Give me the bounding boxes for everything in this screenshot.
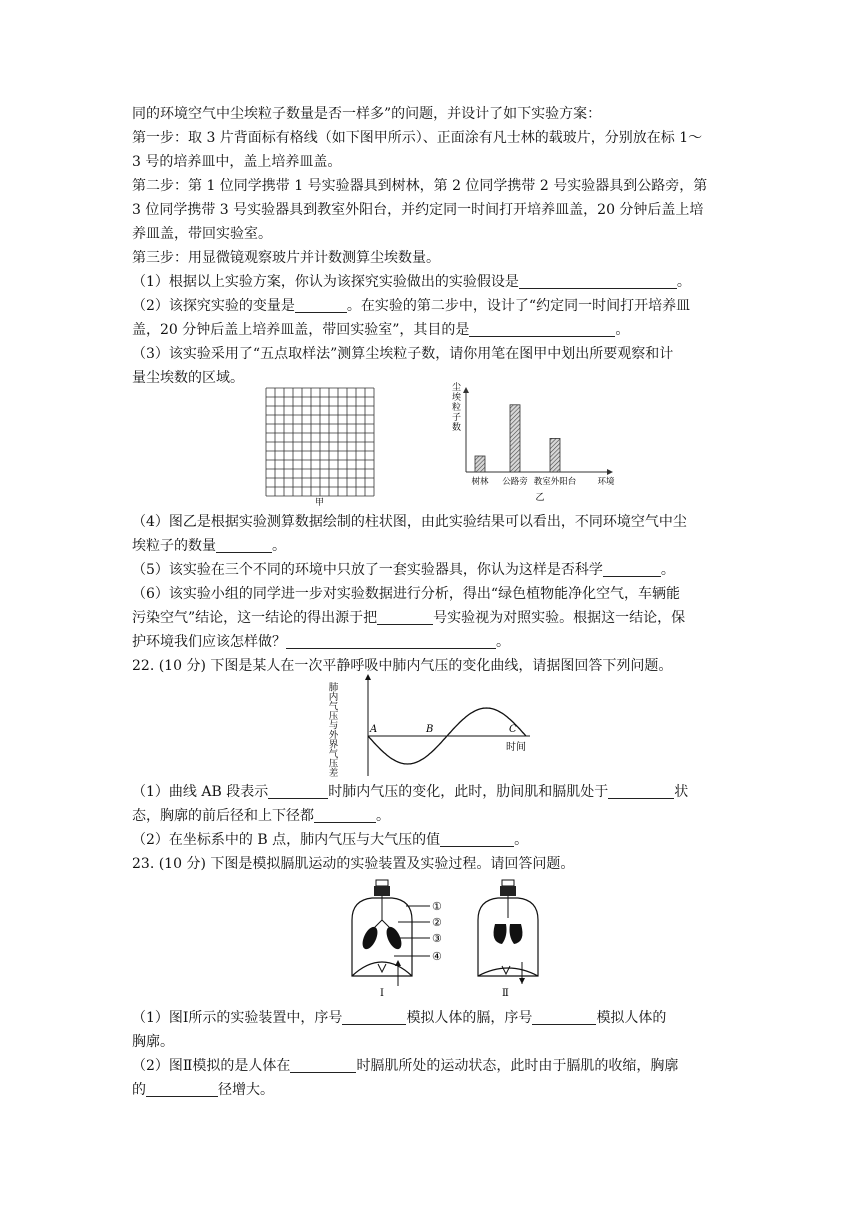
bar-chart	[440, 376, 630, 508]
ylabel-char: 子	[452, 413, 462, 423]
label-3: ③	[432, 932, 442, 945]
figure-jia	[262, 386, 380, 506]
answer-blank[interactable]	[286, 634, 496, 649]
category-label: 公路旁	[502, 477, 528, 487]
category-label: 教室外阳台	[533, 477, 577, 487]
text-line: 3 位同学携带 3 号实验器具到教室外阳台，并约定同一时间打开培养皿盖，20 分钟后盖上培	[132, 202, 704, 218]
question-3-cont: 量尘埃数的区域。	[132, 370, 244, 386]
problem-23-title: 23. (10 分) 下图是模拟膈肌运动的实验装置及实验过程。请回答问题。	[132, 856, 575, 872]
y-axis-arrow-icon	[365, 674, 371, 680]
ylabel-char: 尘	[452, 383, 462, 393]
question-1: （1）根据以上实验方案，你认为该探究实验做出的实验假设是 。	[132, 274, 691, 290]
y-arrow-icon	[463, 387, 469, 393]
question-4-cont: 埃粒子的数量 。	[132, 538, 286, 554]
answer-blank[interactable]	[377, 610, 433, 625]
text-line: 3 号的培养皿中，盖上培养皿盖。	[132, 154, 342, 170]
question-6-cont2: 护环境我们应该怎样做？ 。	[132, 634, 510, 650]
problem-23-q1-cont: 胸廓。	[132, 1034, 174, 1050]
answer-blank[interactable]	[342, 1010, 406, 1025]
right-lung-icon	[510, 924, 523, 944]
chart-ylabel	[452, 381, 462, 433]
figure-yi	[440, 376, 630, 508]
question-2: （2）该探究实验的变量是 。在实验的第二步中，设计了“约定同一时间打开培养皿	[132, 298, 691, 314]
bar	[475, 456, 485, 472]
answer-blank[interactable]	[608, 784, 674, 799]
question-6-cont: 污染空气”结论，这一结论的得出源于把 号实验视为对照实验。根据这一结论，保	[132, 610, 686, 626]
chart-caption: 乙	[535, 493, 545, 503]
question-6: （6）该实验小组的同学进一步对实验数据进行分析，得出“绿色植物能净化空气，车辆能	[132, 586, 681, 602]
jar-two-caption: Ⅱ	[502, 988, 509, 999]
curve-ylabel: 肺内气压与外界气压差	[326, 682, 338, 777]
label-2: ②	[432, 916, 442, 929]
problem-23-q2: （2）图Ⅱ模拟的是人体在 时膈肌所处的运动状态，此时由于膈肌的收缩，胸廓	[132, 1058, 679, 1074]
problem-23-q1: （1）图Ⅰ所示的实验装置中，序号 模拟人体的膈，序号 模拟人体的	[132, 1010, 667, 1026]
grid-figure[interactable]	[262, 386, 380, 506]
answer-blank[interactable]	[519, 274, 677, 289]
curve-xlabel: 时间	[506, 742, 526, 753]
text-line: 养皿盖，带回实验室。	[132, 226, 272, 242]
chart-xlabel: 环境	[597, 477, 615, 487]
point-c-label: C	[509, 724, 517, 735]
figure-pressure-curve	[326, 672, 540, 780]
problem-22-q2: （2）在坐标系中的 B 点，肺内气压与大气压的值 。	[132, 832, 529, 848]
problem-22-q1: （1）曲线 AB 段表示 时肺内气压的变化，此时，肋间肌和膈肌处于 状	[132, 784, 689, 800]
problem-22-title: 22. (10 分) 下图是某人在一次平静呼吸中肺内气压的变化曲线，请据图回答下列问题。	[132, 658, 673, 674]
answer-blank[interactable]	[603, 562, 661, 577]
x-arrow-icon	[607, 469, 613, 475]
jar-one-caption: Ⅰ	[380, 988, 384, 999]
label-1: ①	[432, 900, 442, 913]
question-2-cont: 盖，20 分钟后盖上培养皿盖，带回实验室”，其目的是 。	[132, 322, 630, 338]
label-4: ④	[432, 950, 442, 963]
jar-one	[352, 880, 412, 999]
answer-blank[interactable]	[216, 538, 272, 553]
rubber-sheet	[352, 962, 412, 976]
left-lung-icon	[494, 924, 507, 944]
text-line: 第二步：第 1 位同学携带 1 号实验器具到树林，第 2 位同学携带 2 号实验器具到公路旁，第	[132, 178, 708, 194]
answer-blank[interactable]	[290, 1058, 356, 1073]
answer-blank[interactable]	[469, 322, 615, 337]
text-line: 同的环境空气中尘埃粒子数量是否一样多”的问题，并设计了如下实验方案：	[132, 106, 602, 122]
text-line: 第三步：用显微镜观察玻片并计数测算尘埃数量。	[132, 250, 440, 266]
problem-22-q1-cont: 态，胸廓的前后径和上下径都 。	[132, 808, 390, 824]
bar	[550, 438, 560, 472]
jar-two	[478, 880, 538, 999]
left-balloon-icon	[359, 925, 380, 952]
ylabel-char: 数	[452, 423, 462, 433]
answer-blank[interactable]	[440, 832, 514, 847]
question-3: （3）该实验采用了“五点取样法”测算尘埃粒子数，请你用笔在图甲中划出所要观察和计	[132, 346, 674, 362]
grid-caption: 甲	[315, 498, 325, 508]
question-4: （4）图乙是根据实验测算数据绘制的柱状图，由此实验结果可以看出，不同环境空气中尘	[132, 514, 687, 530]
bar	[510, 405, 520, 472]
figure-diaphragm-model	[340, 878, 544, 998]
answer-blank[interactable]	[314, 808, 376, 823]
problem-23-q2-cont: 的 径增大。	[132, 1082, 274, 1098]
ylabel-char: 埃	[452, 393, 462, 403]
answer-blank[interactable]	[532, 1010, 596, 1025]
point-b-label: B	[426, 724, 434, 735]
ylabel-char: 粒	[452, 403, 462, 413]
text-line: 第一步：取 3 片背面标有格线（如下图甲所示）、正面涂有凡士林的载玻片，分别放在标 1～	[132, 130, 703, 146]
point-a-label: A	[370, 724, 378, 735]
answer-blank[interactable]	[146, 1082, 218, 1097]
question-5: （5）该实验在三个不同的环境中只放了一套实验器具，你认为这样是否科学 。	[132, 562, 675, 578]
category-label: 树林	[471, 477, 489, 487]
answer-blank[interactable]	[268, 784, 328, 799]
answer-blank[interactable]	[295, 298, 347, 313]
